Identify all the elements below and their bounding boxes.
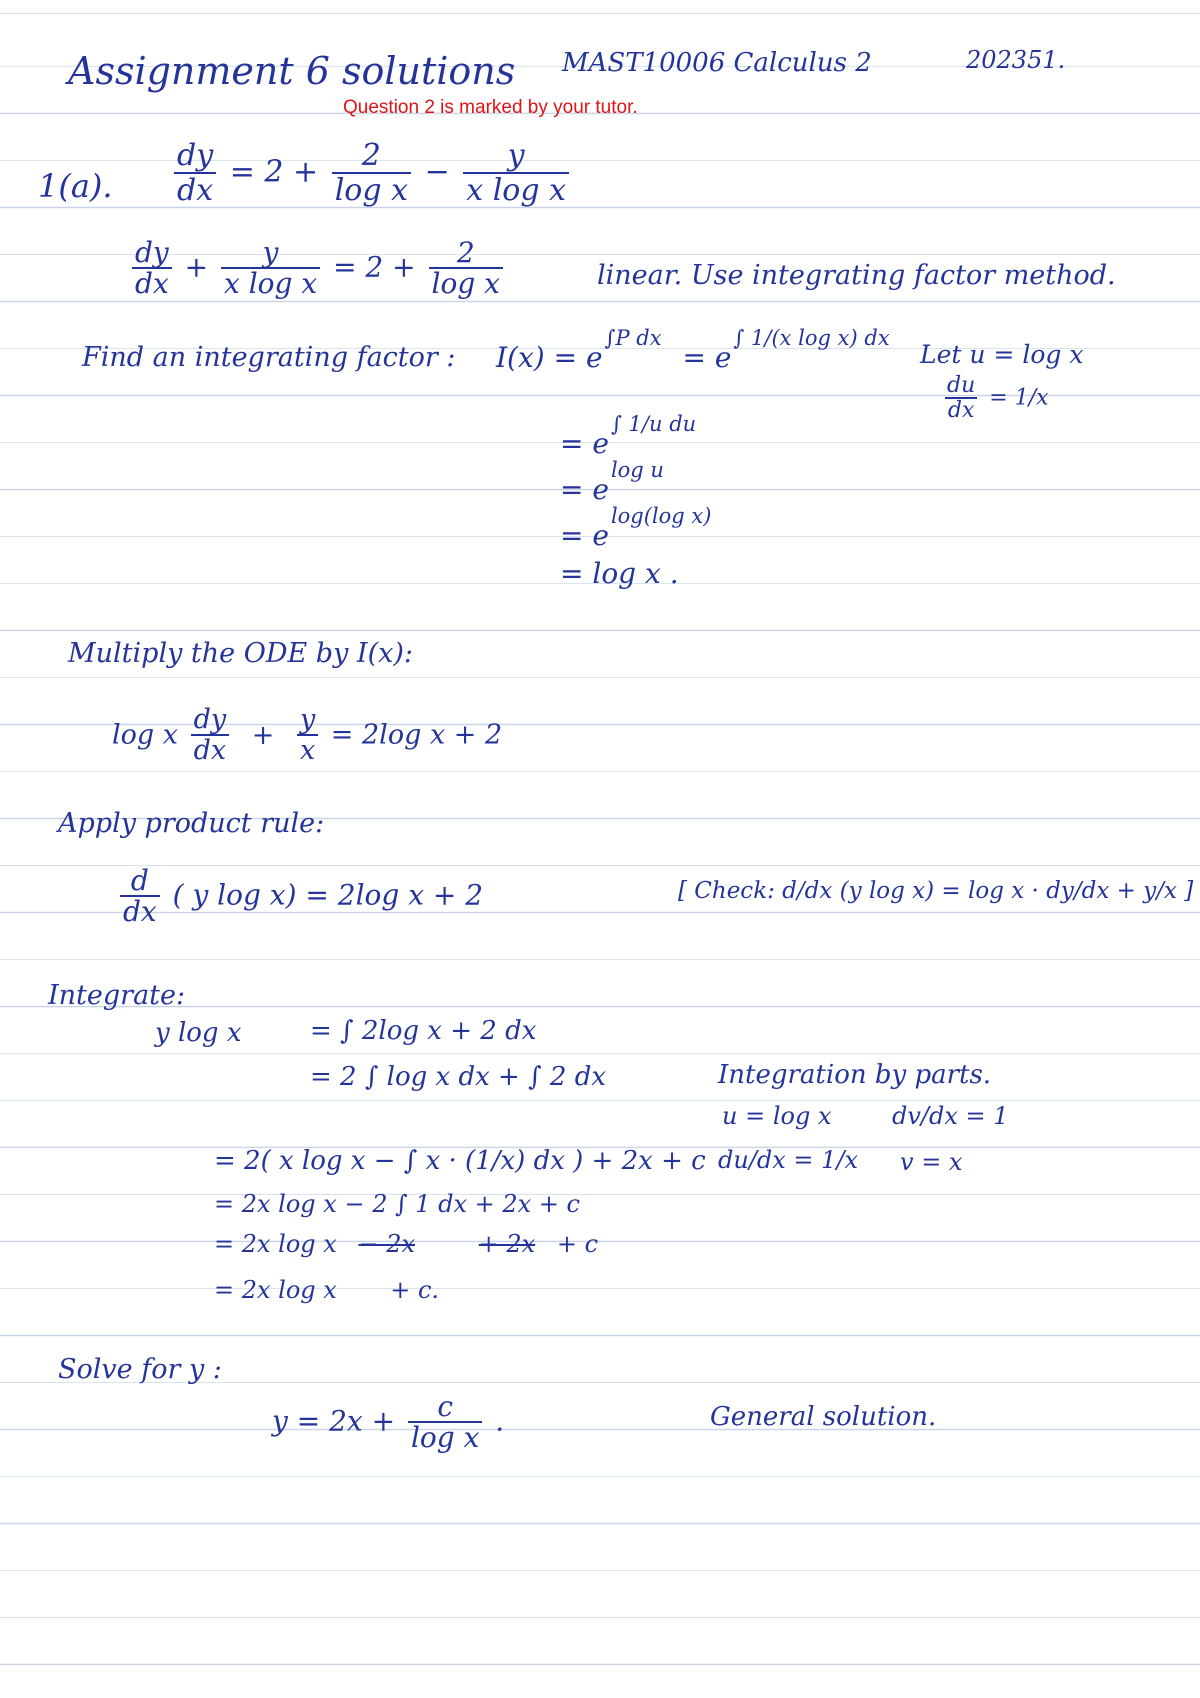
if-step-2: = $e^{log u}$ [560,458,664,506]
cancelled-term: − 2x [358,1230,416,1258]
if-step-3: = $e^{log(log x)}$ [560,504,712,552]
integrate-line-1: = ∫ 2log x + 2 dx [310,1016,537,1046]
solve-label: Solve for y : [58,1354,222,1385]
parts-dv: dv/dx = 1 [892,1102,1009,1130]
product-rule-equation: $\frac{d}{dx}$ ( y log x) = 2log x + 2 [116,866,483,928]
integrate-line-4: = 2x log x − 2 ∫ 1 dx + 2x + c [214,1190,580,1218]
integrate-line-3: = 2( x log x − ∫ x · (1/x) dx ) + 2x + c [214,1146,706,1176]
parts-u: u = log x [722,1102,832,1130]
if-step-1: = $e^{\int 1/u du}$ [560,412,697,460]
course-code: 202351. [966,46,1066,74]
multiplied-ode: log x $\frac{dy}{dx}$ + $\frac{y}{x}$ = 2log x + 2 [112,704,503,767]
integrating-factor-label: Find an integrating factor : [82,342,456,373]
substitution-u: Let u = log x [920,340,1084,369]
assignment-title: Assignment 6 solutions [68,49,516,93]
linear-form-equation: $\frac{dy}{dx}$ + $\frac{y}{\text{x log x}}$ = 2 + $\frac{2}{\text{log x}}$ [128,238,507,300]
general-solution-note: General solution. [710,1402,937,1432]
product-rule-check: [ Check: d/dx (y log x) = log x · dy/dx + y/x ] [678,878,1194,904]
integrate-line-2: = 2 ∫ log x dx + ∫ 2 dx [310,1062,607,1092]
substitution-du: $\frac{du}{dx}$ = 1/x [940,374,1049,423]
tutor-notice: Question 2 is marked by your tutor. [343,97,638,118]
integration-by-parts-title: Integration by parts. [718,1060,992,1090]
integrate-line-6: = 2x log x + c. [214,1276,440,1304]
integrate-line-5: = 2x log x − 2x + 2x + c [214,1230,599,1258]
ode-equation: $\frac{dy}{dx}$ = 2 + $\frac{2}{\text{log x}}$ − $\frac{y}{\text{x log x}}$ [170,140,573,207]
integrate-label: Integrate: [48,980,186,1011]
integrate-lhs: y log x [155,1018,242,1048]
product-rule-label: Apply product rule: [58,808,325,839]
multiply-label: Multiply the ODE by I(x): [68,638,413,669]
linear-note: linear. Use integrating factor method. [597,260,1116,291]
general-solution-equation: y = 2x + $\frac{c}{\text{log x}}$ . [272,1390,505,1455]
parts-v: v = x [900,1148,963,1176]
parts-du: du/dx = 1/x [718,1146,859,1174]
cancelled-term: + 2x [478,1230,536,1258]
if-step-4: = log x . [560,557,679,590]
integrating-factor-expr: $I(x) = e^{\int P dx} = e^{\int 1/(x log x) dx}$ [496,326,890,374]
course-title: MAST10006 Calculus 2 [562,48,872,78]
question-label: 1(a). [38,167,113,205]
